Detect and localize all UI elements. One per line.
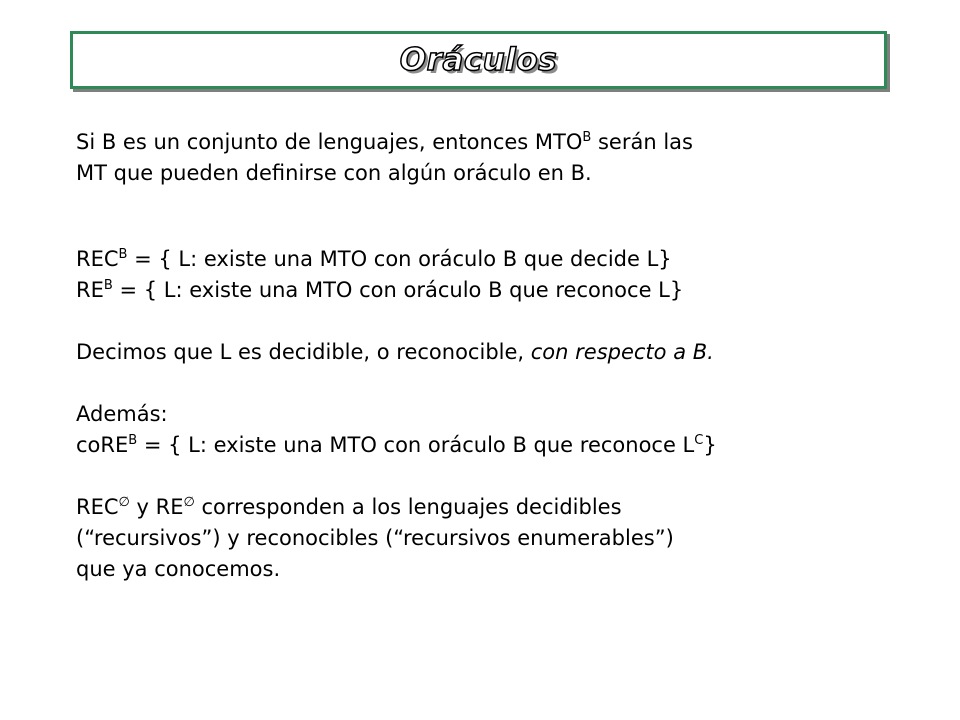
spacer — [76, 306, 936, 337]
final-y-re: y RE — [129, 495, 184, 519]
definition-text-a: Si B es un conjunto de lenguajes, entonces MTO — [76, 130, 583, 154]
re-superscript: B — [103, 278, 113, 293]
definition-text-b: serán las — [591, 130, 693, 154]
core-definition — [76, 430, 936, 461]
decimos-italic: con respecto a B. — [530, 340, 714, 364]
slide-title: Oráculos — [399, 42, 558, 78]
spacer — [76, 368, 936, 399]
spacer — [76, 461, 936, 492]
final-line1-rest: corresponden a los lenguajes decidibles — [194, 495, 622, 519]
rec-superscript: B — [118, 247, 128, 262]
decimos-line — [76, 337, 936, 368]
re-prefix: RE — [76, 278, 104, 302]
re-definition — [76, 275, 936, 306]
definition-line-2: MT que pueden definirse con algún oráculo en B. — [76, 161, 592, 185]
final-line-3: que ya conocemos. — [76, 557, 281, 581]
core-superscript: B — [128, 433, 138, 448]
title-box — [70, 31, 887, 89]
spacer — [76, 189, 936, 244]
empty-set-superscript-1: ∅ — [118, 495, 130, 510]
empty-set-superscript-2: ∅ — [183, 495, 195, 510]
final-rec: REC — [76, 495, 119, 519]
definition-superscript: B — [582, 130, 592, 145]
slide-body — [76, 127, 936, 585]
core-prefix: coRE — [76, 433, 129, 457]
core-complement-superscript: C — [694, 433, 704, 448]
definition-line-1 — [76, 127, 936, 158]
core-end: } — [703, 433, 717, 457]
ademas-label: Además: — [76, 402, 168, 426]
rec-rest: = { L: existe una MTO con oráculo B que decide L} — [127, 247, 672, 271]
final-line-2: (“recursivos”) y reconocibles (“recursivos enumerables”) — [76, 526, 674, 550]
rec-prefix: REC — [76, 247, 119, 271]
final-line-1 — [76, 492, 936, 523]
decimos-text: Decimos que L es decidible, o reconocible, — [76, 340, 531, 364]
rec-definition — [76, 244, 936, 275]
core-rest: = { L: existe una MTO con oráculo B que reconoce L — [137, 433, 695, 457]
re-rest: = { L: existe una MTO con oráculo B que reconoce L} — [112, 278, 684, 302]
